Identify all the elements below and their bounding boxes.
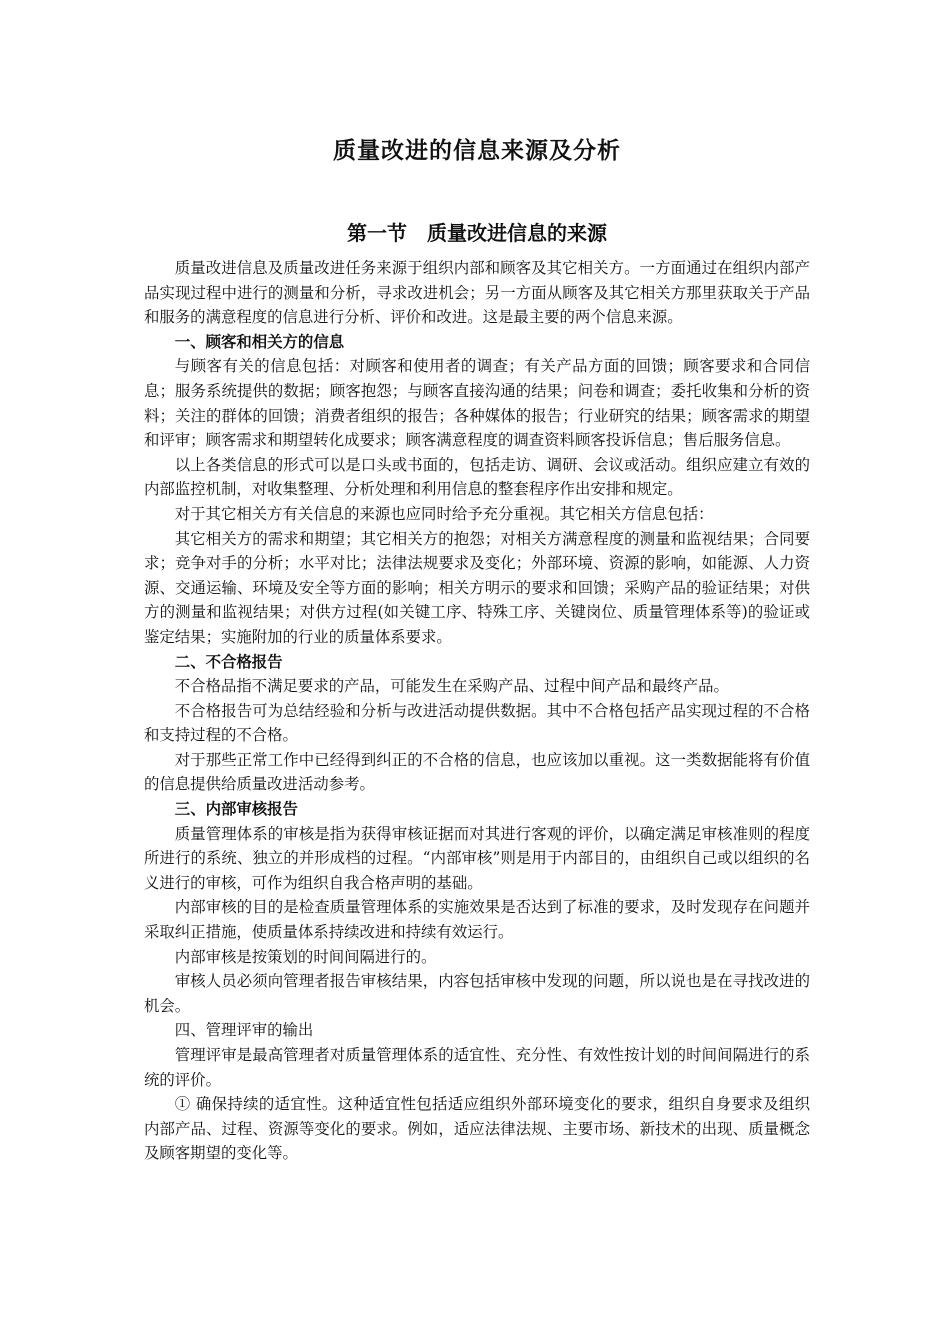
subheading: 三、内部审核报告 — [174, 800, 298, 819]
paragraph: 管理评审是最高管理者对质量管理体系的适宜性、充分性、有效性按计划的时间间隔进行的系统的评价。 — [144, 1046, 810, 1089]
subheading: 一、顾客和相关方的信息 — [174, 332, 345, 351]
document-body — [144, 256, 810, 1166]
document-title: 质量改进的信息来源及分析 — [333, 137, 621, 164]
paragraph: 对于那些正常工作中已经得到纠正的不合格的信息，也应该加以重视。这一类数据能将有价值的信息提供给质量改进活动参考。 — [144, 750, 810, 794]
subheading: 四、管理评审的输出 — [174, 1021, 314, 1040]
paragraph: 质量管理体系的审核是指为获得审核证据而对其进行客观的评价，以确定满足审核准则的程度所进行的系统、独立的并形成档的过程。“内部审核”则是用于内部目的，由组织自己或以组织的名义进行的审核，可作为组织自我合格声明的基础。 — [144, 824, 810, 892]
paragraph: 以上各类信息的形式可以是口头或书面的，包括走访、调研、会议或活动。组织应建立有效的内部监控机制，对收集整理、分析处理和利用信息的整套程序作出安排和规定。 — [144, 455, 810, 499]
paragraph: 与顾客有关的信息包括：对顾客和使用者的调查；有关产品方面的回馈；顾客要求和合同信息；服务系统提供的数据；顾客抱怨；与顾客直接沟通的结果；问卷和调查；委托收集和分析的资料；关注的群体的回馈；消费者组织的报告；各种媒体的报告；行业研究的结果；顾客需求的期望和评审；顾客需求和期望转化成要求；顾客满意程度的调查资料顾客投诉信息；售后服务信息。 — [144, 357, 810, 450]
paragraph: 内部审核是按策划的时间间隔进行的。 — [174, 947, 437, 966]
paragraph: 不合格品指不满足要求的产品，可能发生在采购产品、过程中间产品和最终产品。 — [174, 677, 729, 696]
section-title: 第一节 质量改进信息的来源 — [347, 221, 607, 245]
paragraph: 不合格报告可为总结经验和分析与改进活动提供数据。其中不合格包括产品实现过程的不合格和支持过程的不合格。 — [144, 701, 810, 745]
paragraph: 对于其它相关方有关信息的来源也应同时给予充分重视。其它相关方信息包括： — [174, 504, 714, 523]
paragraph: 审核人员必须向管理者报告审核结果，内容包括审核中发现的问题，所以说也是在寻找改进的机会。 — [144, 972, 810, 1015]
paragraph: 其它相关方的需求和期望；其它相关方的抱怨；对相关方满意程度的测量和监视结果；合同要求；竞争对手的分析；水平对比；法律法规要求及变化；外部环境、资源的影响，如能源、人力资源、交通运输、环境及安全等方面的影响；相关方明示的要求和回馈；采购产品的验证结果；对供方的测量和监视结果；对供方过程(如关键工序、特殊工序、关键岗位、质量管理体系等)的验证或鉴定结果；实施附加的行业的质量体系要求。 — [144, 529, 810, 646]
subheading: 二、不合格报告 — [174, 652, 283, 671]
paragraph: 内部审核的目的是检查质量管理体系的实施效果是否达到了标准的要求，及时发现存在问题并采取纠正措施，使质量体系持续改进和持续有效运行。 — [144, 898, 810, 942]
paragraph: ① 确保持续的适宜性。这种适宜性包括适应组织外部环境变化的要求，组织自身要求及组织内部产品、过程、资源等变化的要求。例如，适应法律法规、主要市场、新技术的出现、质量概念及顾客期望的变化等。 — [144, 1095, 810, 1163]
paragraph: 质量改进信息及质量改进任务来源于组织内部和顾客及其它相关方。一方面通过在组织内部产品实现过程中进行的测量和分析，寻求改进机会；另一方面从顾客及其它相关方那里获取关于产品和服务的满意程度的信息进行分析、评价和改进。这是最主要的两个信息来源。 — [144, 259, 810, 327]
